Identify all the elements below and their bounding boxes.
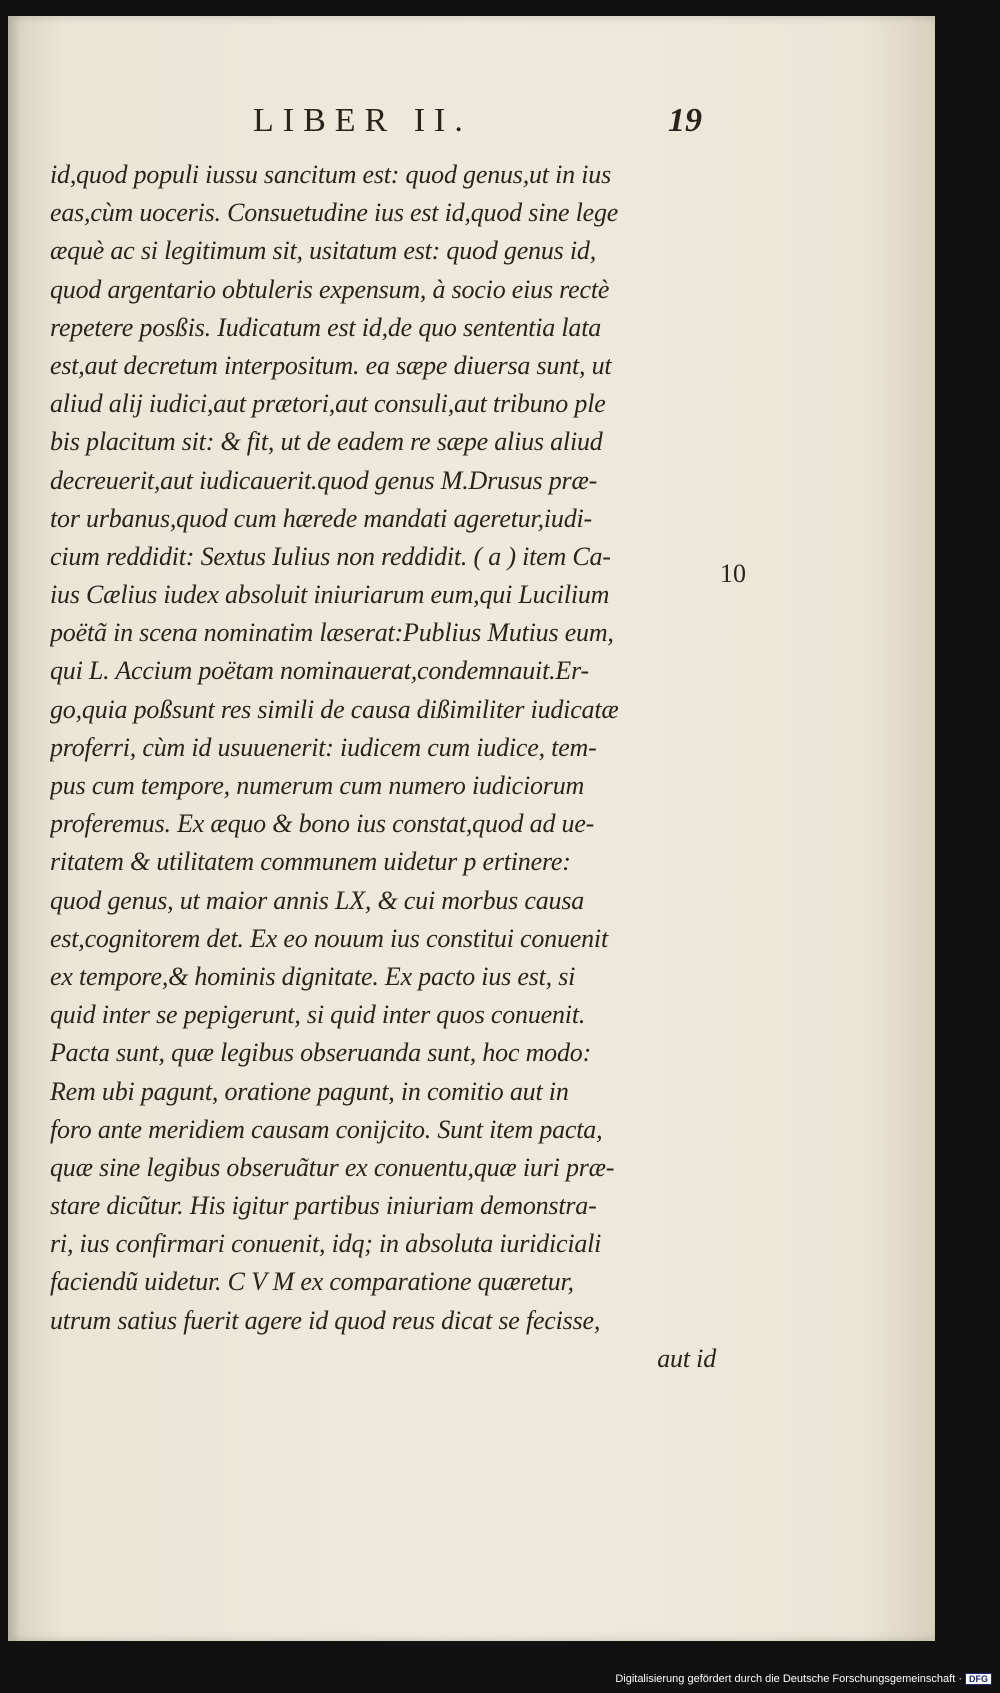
text-line: repetere posßis. Iudicatum est id,de quo sententia lata xyxy=(50,312,602,342)
text-line: pus cum tempore, numerum cum numero iudiciorum xyxy=(50,771,585,800)
text-line: cium reddidit: Sextus Iulius non reddidit. ( a ) item Ca- xyxy=(50,541,611,571)
text-line: Pacta sunt, quæ legibus obseruanda sunt, hoc modo: xyxy=(50,1038,592,1068)
text-line: ri, ius confirmari conuenit, idq; in absoluta iuridiciali xyxy=(50,1229,602,1259)
text-line: æquè ac si legitimum sit, usitatum est: quod genus id, xyxy=(50,236,597,266)
margin-line-number: 10 xyxy=(720,559,746,588)
text-block xyxy=(50,156,720,1378)
text-line: proferemus. Ex æquo & bono ius constat,quod ad ue- xyxy=(50,809,595,839)
text-line: go,quia poßsunt res simili de causa dißimiliter iudicatæ xyxy=(50,694,619,724)
text-line: est,aut decretum interpositum. ea sæpe diuersa sunt, ut xyxy=(50,350,612,380)
text-line: faciendũ uidetur. C V M ex comparatione quæretur, xyxy=(50,1267,574,1297)
text-line: tor urbanus,quod cum hærede mandati ageretur,iudi- xyxy=(50,503,592,533)
text-line: est,cognitorem det. Ex eo nouum ius constitui conuenit xyxy=(50,923,608,953)
running-head: LIBER II. xyxy=(253,102,472,139)
text-line: quæ sine legibus obseruãtur ex conuentu,quæ iuri præ- xyxy=(50,1152,615,1182)
text-line: ius Cælius iudex absoluit iniuriarum eum,qui Lucilium xyxy=(50,580,610,610)
book-page xyxy=(8,16,935,1641)
text-line: stare dicũtur. His igitur partibus iniuriam demonstra- xyxy=(50,1191,597,1221)
text-line: quod argentario obtuleris expensum, à socio eius rectè xyxy=(50,274,610,304)
text-line: ex tempore,& hominis dignitate. Ex pacto ius est, si xyxy=(50,961,576,991)
folio-number: 19 xyxy=(668,102,702,139)
text-line: eas,cùm uoceris. Consuetudine ius est id,quod sine lege xyxy=(50,198,619,228)
catchword: aut id xyxy=(657,1343,716,1373)
text-line: quod genus, ut maior annis LX, & cui morbus causa xyxy=(50,885,585,915)
text-line: aliud alij iudici,aut prætori,aut consuli,aut tribuno ple xyxy=(50,389,606,419)
text-line: utrum satius fuerit agere id quod reus dicat se fecisse, xyxy=(50,1305,601,1335)
text-line: id,quod populi iussu sancitum est: quod genus,ut in ius xyxy=(50,160,612,189)
digitization-footer xyxy=(615,1673,992,1685)
text-line: proferri, cùm id usuuenerit: iudicem cum iudice, tem- xyxy=(50,732,597,762)
text-line: bis placitum sit: & fit, ut de eadem re sæpe alius aliud xyxy=(50,427,603,457)
text-line: poëtã in scena nominatim læserat:Publius Mutius eum, xyxy=(50,618,614,648)
footer-credit: Digitalisierung gefördert durch die Deutsche Forschungsgemeinschaft · xyxy=(615,1673,962,1685)
text-line: qui L. Accium poëtam nominauerat,condemnauit.Er- xyxy=(50,656,589,686)
text-line: Rem ubi pagunt, oratione pagunt, in comitio aut in xyxy=(50,1076,569,1106)
text-line: decreuerit,aut iudicauerit.quod genus M.Drusus præ- xyxy=(50,465,598,495)
text-line: foro ante meridiem causam conijcito. Sunt item pacta, xyxy=(50,1114,603,1144)
page-header xyxy=(8,102,935,152)
text-line: quid inter se pepigerunt, si quid inter quos conuenit. xyxy=(50,1000,586,1030)
dfg-logo-icon: DFG xyxy=(965,1673,992,1685)
text-line: ritatem & utilitatem communem uidetur p ertinere: xyxy=(50,847,571,877)
